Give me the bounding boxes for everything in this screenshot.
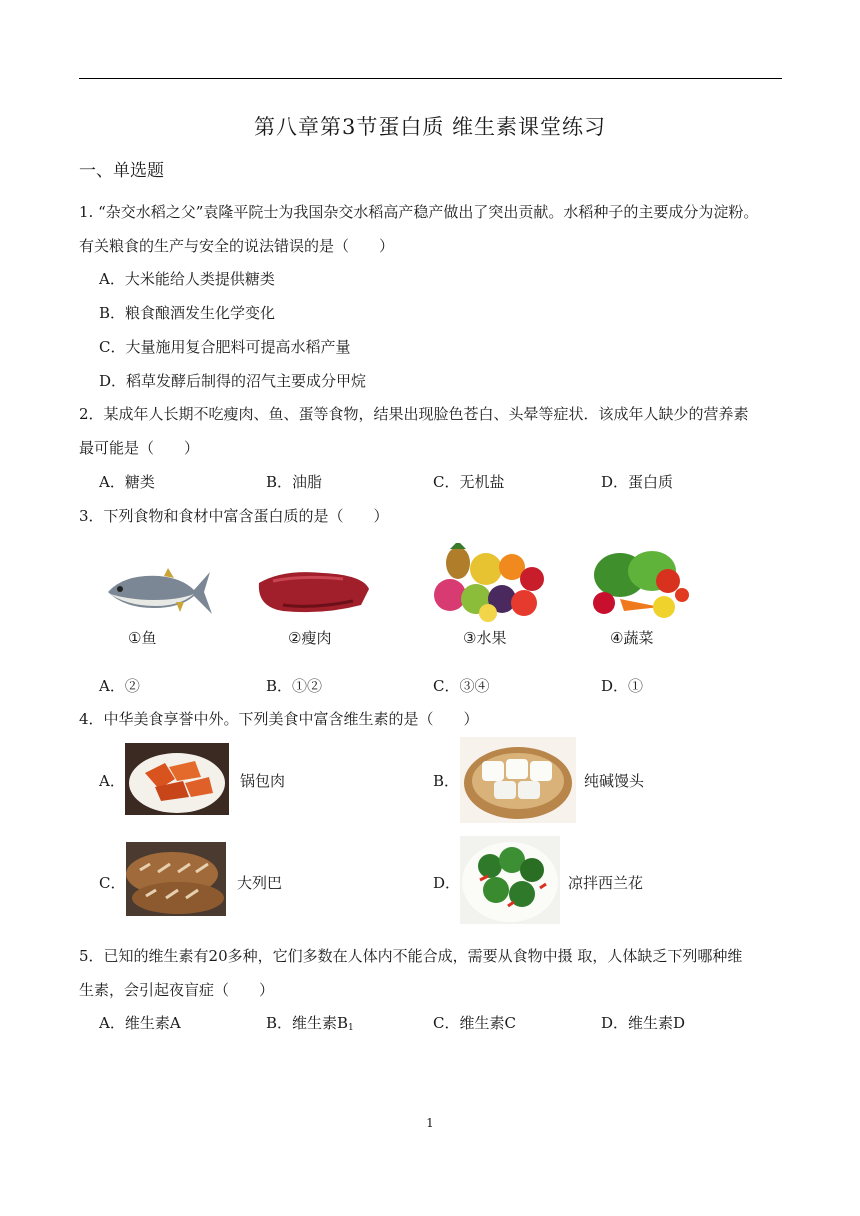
q1-option-a: A．大米能给人类提供糖类	[99, 270, 275, 288]
page-title: 第八章第3节蛋白质 维生素课堂练习	[253, 115, 607, 139]
broccoli-image	[460, 836, 560, 924]
q2-stem-line2: 最可能是（ ）	[79, 439, 200, 457]
q2-stem-line1: 2．某成年人长期不吃瘦肉、鱼、蛋等食物，结果出现脸色苍白、头晕等症状．该成年人缺少的营养素	[79, 405, 749, 423]
q5-option-b-text: B．维生素B	[266, 1014, 349, 1032]
q3-option-a: A．②	[99, 677, 140, 695]
q2-option-c: C．无机盐	[433, 473, 505, 491]
q5-option-a: A．维生素A	[99, 1014, 181, 1032]
q3-option-d: D．①	[601, 677, 644, 695]
q4-stem: 4．中华美食享誉中外。下列美食中富含维生素的是（ ）	[79, 710, 479, 728]
q1-stem-line1: 1. “杂交水稻之父”袁隆平院士为我国杂交水稻高产稳产做出了突出贡献。水稻种子的主要成分为淀粉。	[79, 203, 759, 221]
meat-caption: ②瘦肉	[288, 629, 332, 647]
fruit-image	[428, 543, 550, 623]
section-heading: 一、单选题	[79, 161, 164, 181]
q1-option-b: B．粮食酿酒发生化学变化	[99, 304, 276, 322]
q3-option-b: B．①②	[266, 677, 323, 695]
bread-image	[126, 842, 226, 916]
q2-option-a: A．糖类	[99, 473, 155, 491]
q4-option-b-label: 纯碱馒头	[584, 772, 645, 790]
q4-option-b-letter: B．	[433, 772, 460, 790]
q2-option-d: D．蛋白质	[601, 473, 674, 491]
q4-option-a-label: 锅包肉	[240, 772, 286, 790]
page-number: 1	[426, 1116, 434, 1130]
steamed-bun-image	[460, 737, 576, 823]
q4-option-a-letter: A．	[99, 772, 125, 790]
q3-option-c: C．③④	[433, 677, 490, 695]
q3-stem: 3．下列食物和食材中富含蛋白质的是（ ）	[79, 507, 389, 525]
q5-option-b	[266, 1012, 354, 1039]
fish-caption: ①鱼	[128, 629, 157, 647]
q5-option-d: D．维生素D	[601, 1014, 686, 1032]
q4-option-c-label: 大列巴	[237, 874, 283, 892]
fish-image	[104, 562, 214, 620]
q4-option-d-letter: D．	[433, 874, 461, 892]
q5-stem-line2: 生素，会引起夜盲症（ ）	[79, 981, 275, 999]
q1-option-d: D．稻草发酵后制得的沼气主要成分甲烷	[99, 372, 367, 390]
fruit-caption: ③水果	[463, 629, 507, 647]
q1-stem-line2: 有关粮食的生产与安全的说法错误的是（ ）	[79, 237, 395, 255]
q2-option-b: B．油脂	[266, 473, 323, 491]
header-rule	[79, 78, 782, 79]
vegetables-image	[590, 547, 690, 621]
q4-option-d-label: 凉拌西兰花	[568, 874, 644, 892]
meat-image	[253, 565, 373, 617]
q5-stem-line1: 5．已知的维生素有20多种，它们多数在人体内不能合成，需要从食物中摄 取，人体缺乏下列哪种维	[79, 947, 743, 965]
vegetables-caption: ④蔬菜	[610, 629, 654, 647]
q1-option-c: C．大量施用复合肥料可提高水稻产量	[99, 338, 351, 356]
q5-option-b-subscript: 1	[348, 1023, 354, 1033]
q4-option-c-letter: C．	[99, 874, 126, 892]
q5-option-c: C．维生素C	[433, 1014, 516, 1032]
pork-dish-image	[125, 743, 229, 815]
